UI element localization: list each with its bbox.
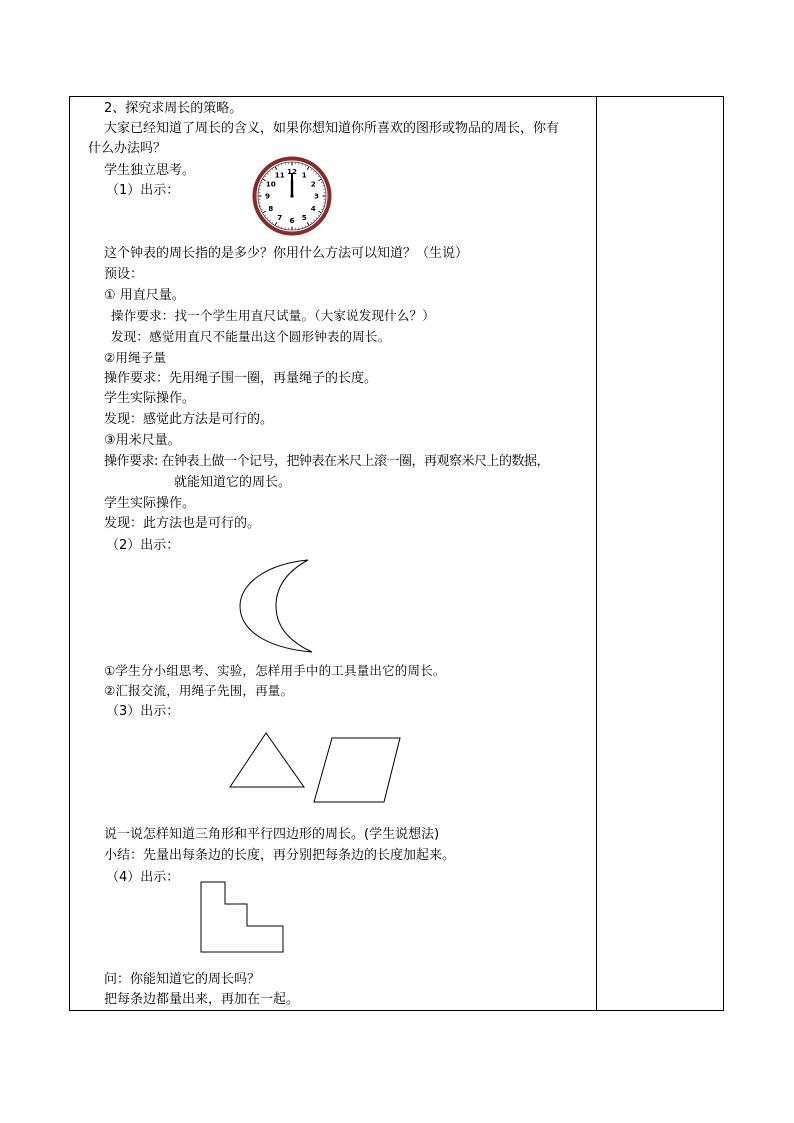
step-shape [201,882,283,952]
clock-number: 12 [286,167,298,177]
clock-center [290,194,293,197]
method-requirement: 操作要求：先用绳子围一圈，再量绳子的长度。 [104,371,378,386]
think-text: 学生独立思考。 [104,163,196,178]
preset-label: 预设： [104,267,144,282]
triangle-figure [228,731,308,791]
summary-text: 小结：先量出每条边的长度，再分别把每条边的长度加起来。 [104,848,456,863]
crescent-moon-shape [240,560,312,652]
answer-text: 把每条边都量出来，再加在一起。 [104,992,300,1007]
question-text: 问：你能知道它的周长吗？ [104,972,261,987]
clock-number: 3 [313,191,320,201]
method-finding: 发现：感觉用直尺不能量出这个圆形钟表的周长。 [111,329,391,344]
show-label: （2）出示： [106,538,180,553]
method-finding: 发现：感觉此方法是可行的。 [104,412,274,427]
method-requirement: 操作要求：找一个学生用直尺试量。（大家说发现什么？） [111,308,435,323]
clock-number: 5 [301,212,307,222]
show-label: （3）出示： [106,704,180,719]
intro-line: 大家已经知道了周长的含义，如果你想知道你所喜欢的图形或物品的周长，你有 [104,121,560,136]
question-text: 这个钟表的周长指的是多少？你用什么方法可以知道？（生说） [104,246,469,261]
parallelogram-figure [312,736,404,806]
method-operation: 学生实际操作。 [104,391,196,406]
clock-number: 9 [264,191,271,201]
clock-number: 1 [301,170,307,180]
section-title: 2、探究求周长的策略。 [104,101,243,116]
moon-step: ①学生分小组思考、实验，怎样用手中的工具量出它的周长。 [104,663,446,678]
discussion-text: 说一说怎样知道三角形和平行四边形的周长。(学生说想法) [104,827,440,842]
show-label: （4）出示： [106,870,180,885]
method-requirement: 就能知道它的周长。 [174,475,292,490]
method-title: ③用米尺量。 [104,433,181,448]
clock-number: 4 [310,203,316,213]
show-label: （1）出示： [106,183,180,198]
intro-line: 什么办法吗？ [88,141,167,156]
clock-number: 10 [265,179,276,189]
clock-number: 11 [274,170,285,180]
clock-figure [252,156,332,236]
clock-number: 8 [268,203,274,213]
triangle-shape [230,733,304,787]
moon-step: ②汇报交流，用绳子先围，再量。 [104,683,294,698]
method-title: ① 用直尺量。 [104,288,185,303]
parallelogram-shape [314,738,400,802]
method-requirement: 操作要求: 在钟表上做一个记号，把钟表在米尺上滚一圈，再观察米尺上的数据， [104,454,550,469]
clock-number: 2 [310,179,316,189]
method-finding: 发现：此方法也是可行的。 [104,516,261,531]
clock-number: 6 [289,216,295,226]
method-operation: 学生实际操作。 [104,496,196,511]
method-title: ②用绳子量 [104,350,167,365]
clock-number: 7 [277,212,283,222]
crescent-moon-figure [236,558,316,654]
step-shape-figure [199,880,287,956]
